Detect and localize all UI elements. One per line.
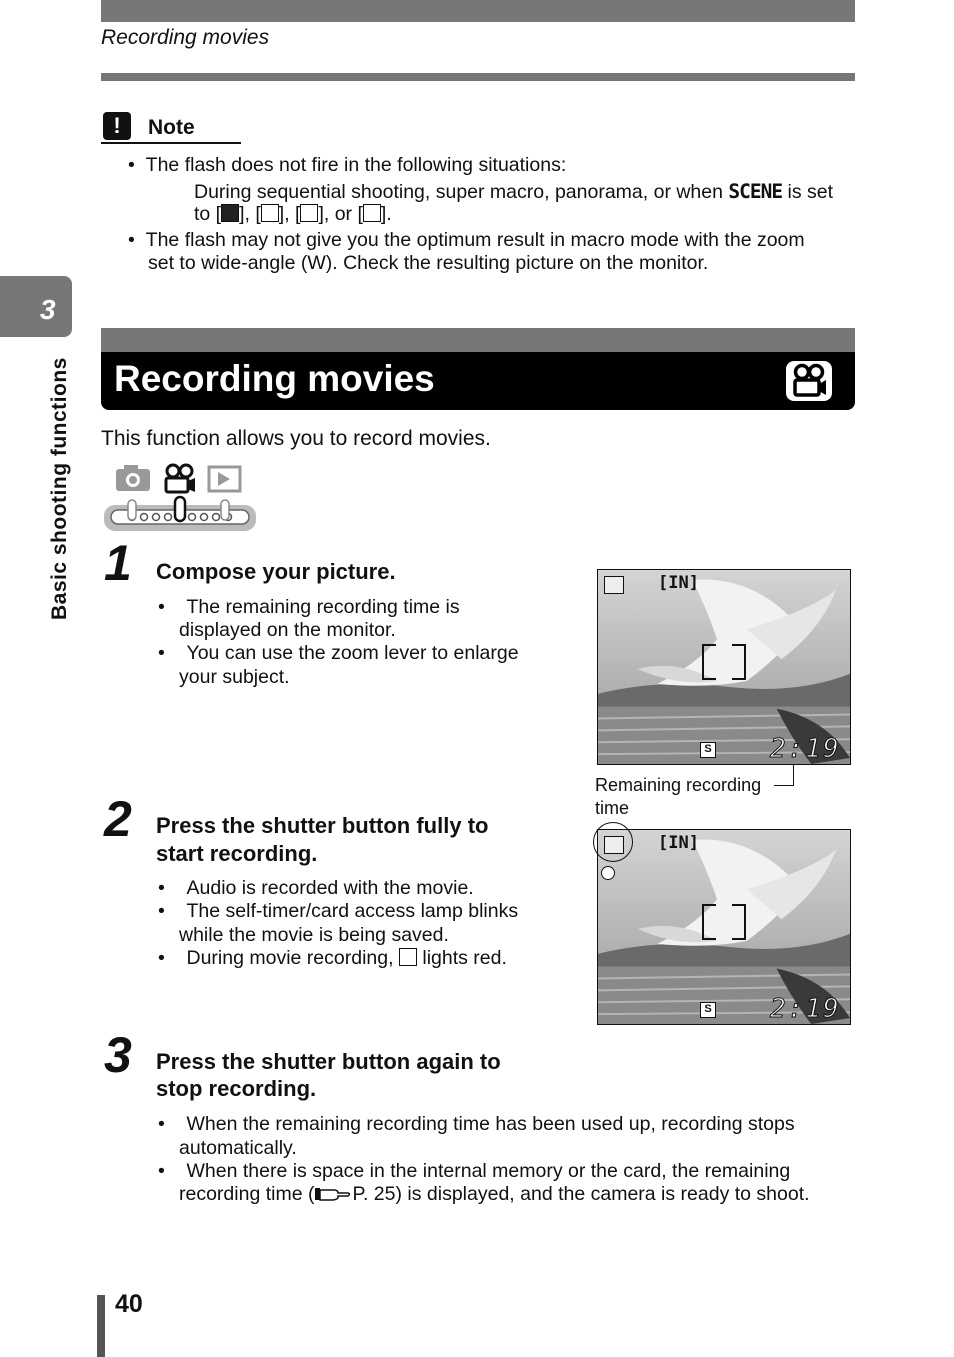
section-intro: This function allows you to record movies.: [101, 427, 491, 450]
step-2-bullet-2: • The self-timer/card access lamp blinks: [158, 900, 519, 922]
step-3-bullet-2: • When there is space in the internal memory or the card, the remaining: [158, 1160, 791, 1182]
step-2-bullet-1: • Audio is recorded with the movie.: [158, 877, 474, 899]
fireworks-icon: [261, 204, 279, 222]
movie-icon-inline: [399, 948, 417, 966]
page-number: 40: [115, 1290, 143, 1318]
af-bracket-left: [702, 904, 716, 940]
caption-remaining-time-cont: time: [595, 798, 630, 818]
movie-camera-icon: [786, 361, 832, 401]
recording-highlight-circle: [593, 822, 633, 862]
memory-indicator: [IN]: [658, 573, 699, 593]
chapter-number: 3: [40, 294, 56, 325]
step-1-bullet-1-cont: displayed on the monitor.: [179, 619, 396, 641]
remaining-time: 2:19: [770, 734, 841, 764]
section-title: Recording movies: [114, 358, 435, 399]
monitor-preview-2: [597, 829, 851, 1025]
step-3-heading: Press the shutter button again to: [156, 1049, 501, 1074]
step-2-bullet-2-cont: while the movie is being saved.: [179, 924, 449, 946]
movie-camera-icon: [166, 465, 195, 492]
monitor-preview-1: [597, 569, 851, 765]
mode-dial: [102, 462, 258, 534]
note-bullet-1-scenes: to [ ], [ ], [ ], or [ ].: [194, 203, 392, 225]
exclamation-icon: !: [103, 112, 131, 140]
step-3-number: 3: [104, 1027, 132, 1083]
page-number-bar: [97, 1295, 105, 1357]
section-bar: [101, 328, 855, 352]
header-rule: [101, 73, 855, 81]
movie-mode-icon: [604, 576, 624, 594]
running-header-title: Recording movies: [101, 26, 270, 49]
step-1-number: 1: [104, 535, 132, 591]
caption-remaining-time: Remaining recording: [595, 775, 762, 795]
remaining-time: 2:19: [770, 994, 841, 1024]
step-1-heading: Compose your picture.: [156, 559, 396, 584]
note-bullet-1: • The flash does not fire in the following situations:: [128, 154, 567, 176]
camera-icon: [116, 465, 150, 491]
note-label: Note: [148, 116, 195, 139]
chapter-tab: [0, 276, 72, 337]
playback-icon: [209, 467, 240, 491]
note-bullet-2-cont: set to wide-angle (W). Check the resulting picture on the monitor.: [148, 252, 709, 274]
step-3-heading-cont: stop recording.: [156, 1076, 317, 1101]
note-rule: [101, 142, 241, 144]
step-1-bullet-1: • The remaining recording time is: [158, 596, 460, 618]
scene-label: SCENE: [728, 180, 783, 203]
af-bracket-right: [732, 644, 746, 680]
step-3-bullet-1-cont: automatically.: [179, 1137, 297, 1159]
step-3-bullet-2-cont: recording time ( P. 25) is displayed, and the camera is ready to shoot.: [179, 1183, 810, 1205]
memory-indicator: [IN]: [658, 833, 699, 853]
step-2-heading-cont: start recording.: [156, 841, 318, 866]
pointing-hand-icon: [314, 1185, 352, 1203]
caption-leader-line: [774, 764, 794, 786]
sunset-icon: [363, 204, 381, 222]
quality-indicator: S: [700, 1002, 716, 1018]
step-1-bullet-2-cont: your subject.: [179, 666, 290, 688]
recording-lamp-icon: [601, 866, 615, 880]
step-2-bullet-3: • During movie recording, lights red.: [158, 947, 507, 969]
header-bar: [101, 0, 855, 22]
step-2-number: 2: [104, 791, 132, 847]
step-3-bullet-1: • When the remaining recording time has been used up, recording stops: [158, 1113, 795, 1135]
note-bullet-1-detail: During sequential shooting, super macro, panorama, or when SCENE is set: [194, 180, 834, 203]
night-scene-icon: [221, 204, 239, 222]
af-bracket-right: [732, 904, 746, 940]
quality-indicator: S: [700, 742, 716, 758]
candle-icon: [300, 204, 318, 222]
af-bracket-left: [702, 644, 716, 680]
chapter-label: Basic shooting functions: [48, 357, 71, 620]
step-1-bullet-2: • You can use the zoom lever to enlarge: [158, 642, 519, 664]
note-bullet-2: • The flash may not give you the optimum result in macro mode with the zoom: [128, 229, 805, 251]
step-2-heading: Press the shutter button fully to: [156, 813, 489, 838]
